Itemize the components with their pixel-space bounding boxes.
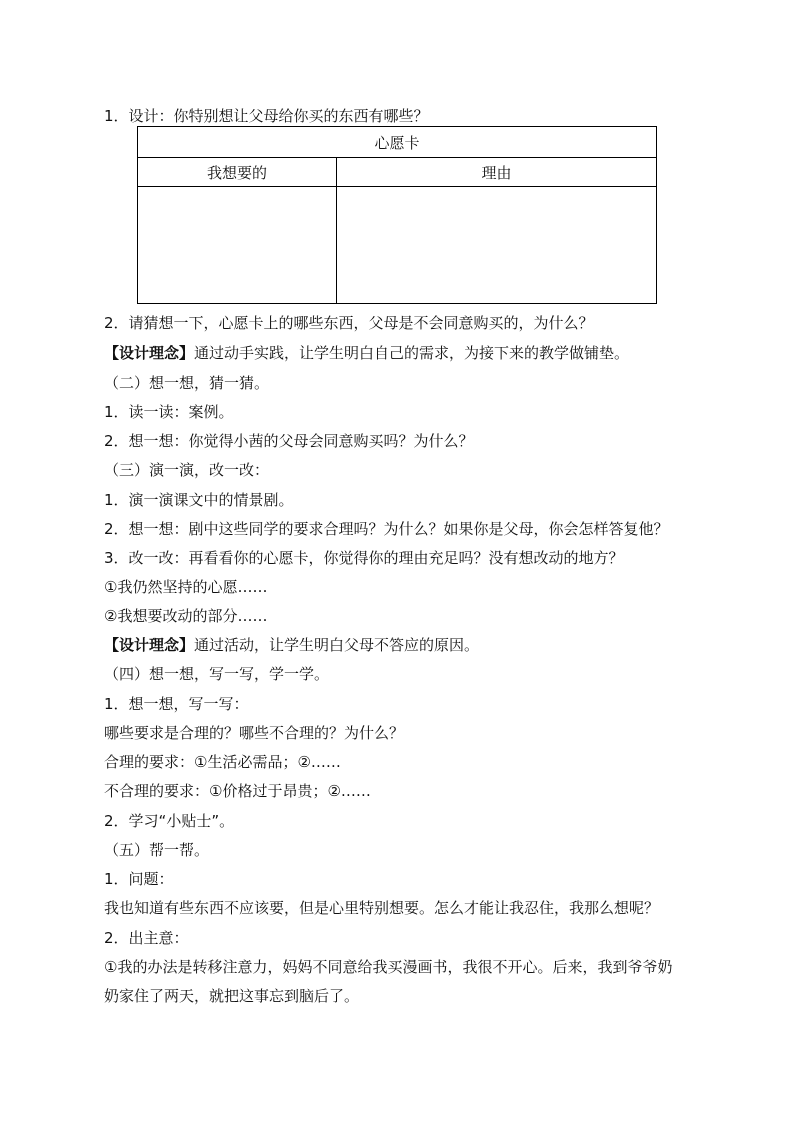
design-concept-1 <box>104 343 629 363</box>
question-2: 2．请猜想一下，心愿卡上的哪些东西，父母是不会同意购买的，为什么？ <box>104 314 594 332</box>
text-line: 2．想一想：剧中这些同学的要求合理吗？为什么？如果你是父母，你会怎样答复他？ <box>104 520 669 538</box>
text-line: 2．学习“小贴士”。 <box>104 812 235 830</box>
text-line: 1．想一想，写一写： <box>104 695 249 713</box>
design-concept-label: 【设计理念】 <box>104 636 195 654</box>
text-line: ②我想要改动的部分…… <box>104 607 268 625</box>
text-line: 不合理的要求：①价格过于昂贵；②…… <box>104 782 371 800</box>
text-line: 哪些要求是合理的？哪些不合理的？为什么？ <box>104 724 405 742</box>
section-5-heading: （五）帮一帮。 <box>104 841 210 859</box>
text-line: 1．问题： <box>104 870 174 888</box>
text-line: 2．出主意： <box>104 929 189 947</box>
wish-card-col-want: 我想要的 <box>138 158 337 187</box>
text-line: ①我仍然坚持的心愿…… <box>104 578 268 596</box>
text-line: 3．改一改：再看看你的心愿卡，你觉得你的理由充足吗？没有想改动的地方？ <box>104 549 624 567</box>
text-line: 奶家住了两天，就把这事忘到脑后了。 <box>104 987 360 1005</box>
design-concept-text: 通过活动，让学生明白父母不答应的原因。 <box>194 636 480 654</box>
text-line: ①我的办法是转移注意力，妈妈不同意给我买漫画书，我很不开心。后来，我到爷爷奶 <box>104 958 673 976</box>
wish-card-title: 心愿卡 <box>138 127 657 158</box>
section-4-heading: （四）想一想，写一写，学一学。 <box>104 665 330 683</box>
section-2-heading: （二）想一想，猜一猜。 <box>104 374 270 392</box>
design-concept-label: 【设计理念】 <box>104 344 195 362</box>
text-line: 合理的要求：①生活必需品；②…… <box>104 753 341 771</box>
wish-card-cell-reason <box>337 187 657 304</box>
wish-card-cell-want <box>138 187 337 304</box>
wish-card-col-reason: 理由 <box>337 158 657 187</box>
section-3-heading: （三）演一演，改一改： <box>104 461 270 479</box>
question-1: 1．设计：你特别想让父母给你买的东西有哪些？ <box>104 107 429 125</box>
wish-card-table <box>137 126 657 304</box>
text-line: 1．读一读：案例。 <box>104 403 234 421</box>
text-line: 1．演一演课文中的情景剧。 <box>104 491 294 509</box>
design-concept-2 <box>104 635 479 655</box>
design-concept-text: 通过动手实践，让学生明白自己的需求，为接下来的教学做铺垫。 <box>194 344 630 362</box>
text-line: 2．想一想：你觉得小茜的父母会同意购买吗？为什么？ <box>104 432 474 450</box>
text-line: 我也知道有些东西不应该要，但是心里特别想要。怎么才能让我忍住，我那么想呢？ <box>104 899 660 917</box>
